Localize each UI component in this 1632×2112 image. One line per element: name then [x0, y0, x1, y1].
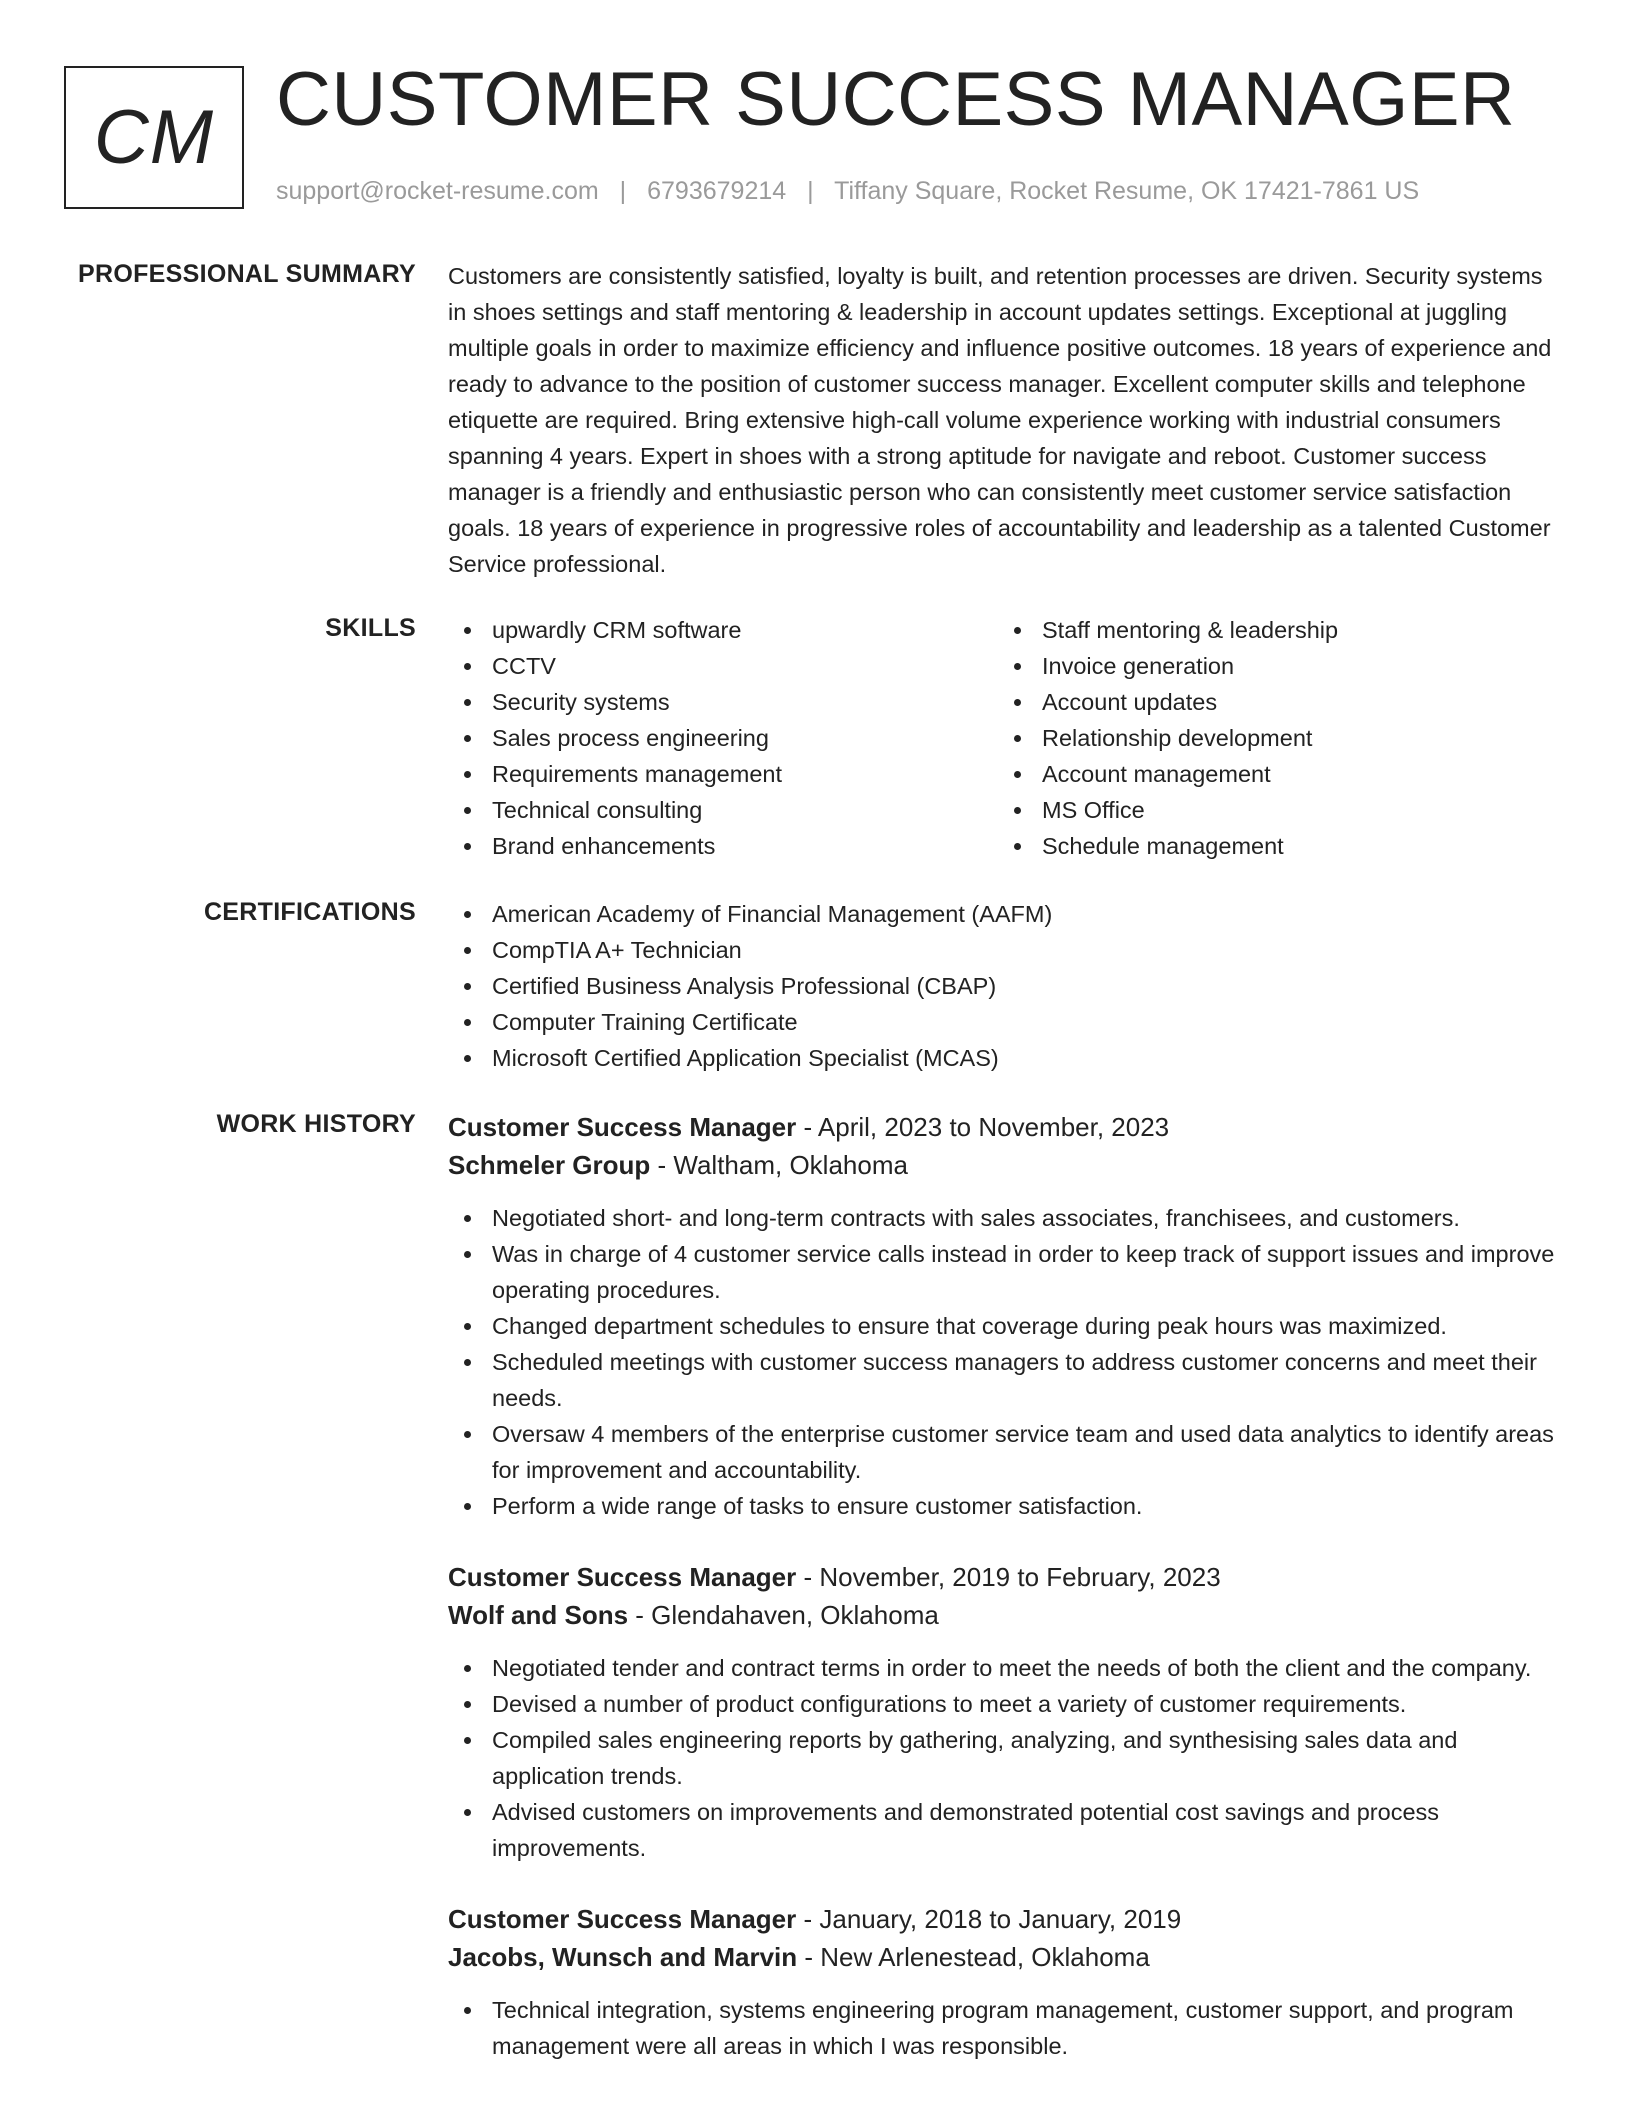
- contact-separator: |: [807, 177, 814, 205]
- work-history-body: [448, 1108, 1560, 2098]
- skills-list-left: [448, 612, 998, 864]
- skill-item: Relationship development: [998, 720, 1548, 756]
- job-bullet: Perform a wide range of tasks to ensure customer satisfaction.: [448, 1488, 1560, 1524]
- monogram-initials: CM: [93, 94, 215, 180]
- section-title-work-history: WORK HISTORY: [216, 1110, 416, 1138]
- skill-item: Account management: [998, 756, 1548, 792]
- job-company: Jacobs, Wunsch and Marvin: [448, 1942, 798, 1972]
- job-role-line: [448, 1900, 1560, 1938]
- job-dates: - November, 2019 to February, 2023: [796, 1562, 1221, 1592]
- summary-text: Customers are consistently satisfied, loyalty is built, and retention processes are driven. Security systems in shoes settings and staff mentoring & leadership in account updates settings. Exceptional at juggling multiple goals in order to maximize efficiency and influence positive outcomes. 18 years of experience and ready to advance to the position of customer success manager. Excellent computer skills and telephone etiquette are required. Bring extensive high-call volume experience working with industrial consumers spanning 4 years. Expert in shoes with a strong aptitude for navigate and reboot. Customer success manager is a friendly and enthusiastic person who can consistently meet customer service satisfaction goals. 18 years of experience in progressive roles of accountability and leadership as a talented Customer Service professional.: [448, 263, 1552, 577]
- job-bullets: [448, 1992, 1560, 2064]
- job-entry: [448, 1900, 1560, 2064]
- job-role-line: [448, 1558, 1560, 1596]
- skill-item: Security systems: [448, 684, 998, 720]
- section-title-certifications: CERTIFICATIONS: [203, 898, 416, 926]
- job-company: Schmeler Group: [448, 1150, 651, 1180]
- skill-item: Technical consulting: [448, 792, 998, 828]
- job-company-line: [448, 1938, 1560, 1976]
- job-bullet: Negotiated tender and contract terms in order to meet the needs of both the client and the company.: [448, 1650, 1560, 1686]
- certification-item: CompTIA A+ Technician: [448, 932, 1560, 968]
- certification-item: Certified Business Analysis Professional (CBAP): [448, 968, 1560, 1004]
- contact-separator: |: [619, 177, 627, 205]
- job-bullet: Devised a number of product configurations to meet a variety of customer requirements.: [448, 1686, 1560, 1722]
- job-location: - Waltham, Oklahoma: [650, 1150, 908, 1180]
- skill-item: Staff mentoring & leadership: [998, 612, 1548, 648]
- job-bullets: [448, 1650, 1560, 1866]
- monogram-badge: [64, 66, 244, 209]
- job-bullet: Negotiated short- and long-term contracts with sales associates, franchisees, and customers.: [448, 1200, 1560, 1236]
- job-bullet: Oversaw 4 members of the enterprise customer service team and used data analytics to identify areas for improvement and accountability.: [448, 1416, 1560, 1488]
- certification-item: American Academy of Financial Management (AAFM): [448, 896, 1560, 932]
- contact-phone[interactable]: 6793679214: [647, 177, 787, 205]
- job-bullet: Changed department schedules to ensure that coverage during peak hours was maximized.: [448, 1308, 1560, 1344]
- job-role: Customer Success Manager: [448, 1112, 797, 1142]
- skill-item: Account updates: [998, 684, 1548, 720]
- certifications-list: [448, 896, 1560, 1076]
- skill-item: CCTV: [448, 648, 998, 684]
- job-bullet: Advised customers on improvements and demonstrated potential cost savings and process improvements.: [448, 1794, 1560, 1866]
- job-role-line: [448, 1108, 1560, 1146]
- skill-item: upwardly CRM software: [448, 612, 998, 648]
- section-title-skills: SKILLS: [325, 614, 416, 642]
- job-company-line: [448, 1596, 1560, 1634]
- job-bullet: Compiled sales engineering reports by gathering, analyzing, and synthesising sales data and application trends.: [448, 1722, 1560, 1794]
- job-entry: [448, 1558, 1560, 1866]
- section-title-summary: PROFESSIONAL SUMMARY: [78, 260, 416, 288]
- job-bullets: [448, 1200, 1560, 1524]
- job-role: Customer Success Manager: [448, 1904, 797, 1934]
- job-company-line: [448, 1146, 1560, 1184]
- skill-item: Sales process engineering: [448, 720, 998, 756]
- skill-item: Schedule management: [998, 828, 1548, 864]
- skills-columns: [448, 612, 1560, 864]
- resume-title: CUSTOMER SUCCESS MANAGER: [276, 57, 1516, 142]
- skill-item: Brand enhancements: [448, 828, 998, 864]
- job-role: Customer Success Manager: [448, 1562, 797, 1592]
- contact-address: Tiffany Square, Rocket Resume, OK 17421-7861 US: [834, 177, 1420, 205]
- job-dates: - April, 2023 to November, 2023: [796, 1112, 1170, 1142]
- contact-line: [276, 176, 1419, 206]
- job-dates: - January, 2018 to January, 2019: [796, 1904, 1182, 1934]
- job-bullet: Scheduled meetings with customer success managers to address customer concerns and meet their needs.: [448, 1344, 1560, 1416]
- job-bullet: Technical integration, systems engineering program management, customer support, and program management were all areas in which I was responsible.: [448, 1992, 1560, 2064]
- certification-item: Microsoft Certified Application Specialist (MCAS): [448, 1040, 1560, 1076]
- job-entry: [448, 1108, 1560, 1524]
- skill-item: MS Office: [998, 792, 1548, 828]
- skill-item: Invoice generation: [998, 648, 1548, 684]
- job-location: - Glendahaven, Oklahoma: [628, 1600, 939, 1630]
- job-bullet: Was in charge of 4 customer service calls instead in order to keep track of support issues and improve operating procedures.: [448, 1236, 1560, 1308]
- certification-item: Computer Training Certificate: [448, 1004, 1560, 1040]
- contact-email[interactable]: support@rocket-resume.com: [276, 177, 599, 205]
- job-location: - New Arlenestead, Oklahoma: [797, 1942, 1150, 1972]
- job-company: Wolf and Sons: [448, 1600, 629, 1630]
- skill-item: Requirements management: [448, 756, 998, 792]
- skills-list-right: [998, 612, 1548, 864]
